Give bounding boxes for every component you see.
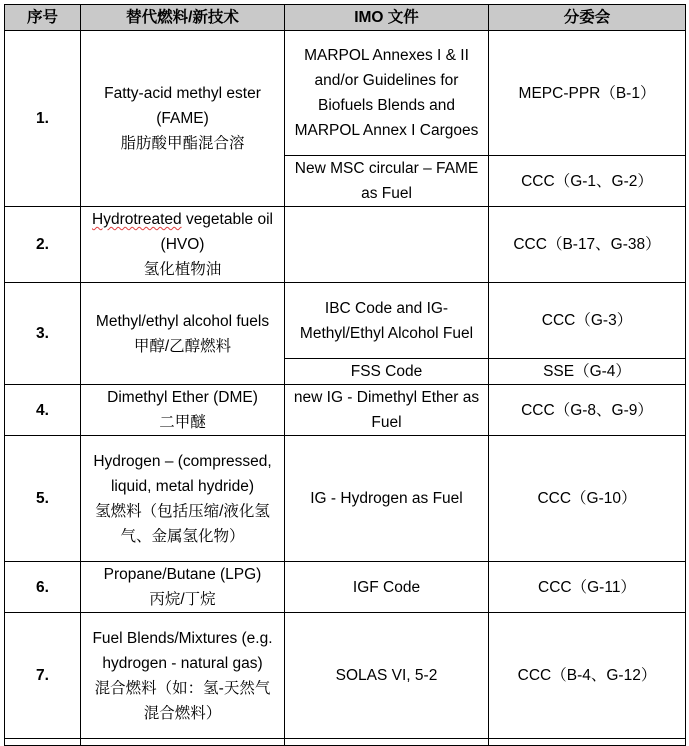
fuel-name-cn: 丙烷/丁烷 [149, 591, 216, 608]
subcommittee: CCC（B-4、G-12） [489, 613, 686, 739]
imo-document: SOLAS VI, 5-2 [285, 613, 489, 739]
header-row [5, 5, 686, 31]
row-number: 5. [5, 436, 81, 562]
fuel-name-cn: 氢燃料（包括压缩/液化氢气、金属氢化物） [95, 502, 270, 545]
imo-document: FSS Code [285, 359, 489, 385]
subcommittee: CCC（G-1、G-2） [489, 156, 686, 207]
subcommittee: CCC（G-8、G-9） [489, 385, 686, 436]
fuel-name-en: Hydrogen – (compressed, liquid, metal hydride) [93, 452, 272, 495]
header-imo: IMO 文件 [285, 5, 489, 31]
subcommittee: CCC（G-11） [489, 562, 686, 613]
subcommittee: CCC（B-17、G-38） [489, 207, 686, 283]
imo-document: IG - Hydrogen as Fuel [285, 436, 489, 562]
fuel-name-cn: 脂肪酸甲酯混合溶 [120, 135, 245, 152]
fuel-name-en: Fatty-acid methyl ester (FAME) [104, 85, 261, 127]
fuel-name-en: Methyl/ethyl alcohol fuels [95, 312, 270, 330]
table-row [5, 207, 686, 283]
row-number: 7. [5, 613, 81, 739]
fuel-name-cn: 混合燃料（如：氢-天然气混合燃料） [94, 679, 271, 722]
fuel-cell [81, 436, 285, 562]
fuel-name-en: Propane/Butane (LPG) [103, 566, 262, 583]
fuel-cell [81, 283, 285, 385]
imo-document: New MSC circular – FAME as Fuel [285, 156, 489, 207]
fuel-cell [81, 31, 285, 207]
fuel-name-cn: 甲醇/乙醇燃料 [133, 337, 232, 355]
imo-document: MARPOL Annexes I & II and/or Guidelines for Biofuels Blends and MARPOL Annex I Cargoes [285, 31, 489, 156]
table-row [5, 385, 686, 436]
fuel-cell [81, 207, 285, 283]
imo-document: IGF Code [285, 562, 489, 613]
fuel-cell [81, 562, 285, 613]
subcommittee: SSE（G-4） [489, 359, 686, 385]
row-number: 4. [5, 385, 81, 436]
imo-document: new IG - Dimethyl Ether as Fuel [285, 385, 489, 436]
header-sub: 分委会 [489, 5, 686, 31]
fuel-name-cn: 二甲醚 [159, 414, 206, 431]
fuel-table [4, 4, 686, 746]
fuel-name-en: Fuel Blends/Mixtures (e.g. hydrogen - natural gas) [92, 629, 273, 672]
table-row [5, 31, 686, 156]
subcommittee: MEPC-PPR（B-1） [489, 31, 686, 156]
row-number: 1. [5, 31, 81, 207]
header-fuel: 替代燃料/新技术 [81, 5, 285, 31]
fuel-name-cn: 氢化植物油 [143, 261, 222, 278]
table-row [5, 283, 686, 359]
fuel-name-en: Dimethyl Ether (DME) [107, 389, 258, 406]
table-row-partial [5, 739, 686, 746]
row-number: 2. [5, 207, 81, 283]
table-row [5, 436, 686, 562]
fuel-name-en: vegetable oil (HVO) [160, 211, 273, 253]
table-row [5, 562, 686, 613]
imo-document: IBC Code and IG-Methyl/Ethyl Alcohol Fuel [285, 283, 489, 359]
imo-document [285, 207, 489, 283]
subcommittee: CCC（G-10） [489, 436, 686, 562]
row-number: 3. [5, 283, 81, 385]
spell-flagged-word: Hydrotreated [92, 211, 182, 228]
row-number: 6. [5, 562, 81, 613]
fuel-cell [81, 613, 285, 739]
subcommittee: CCC（G-3） [489, 283, 686, 359]
table-row [5, 613, 686, 739]
header-no: 序号 [5, 5, 81, 31]
fuel-cell [81, 385, 285, 436]
